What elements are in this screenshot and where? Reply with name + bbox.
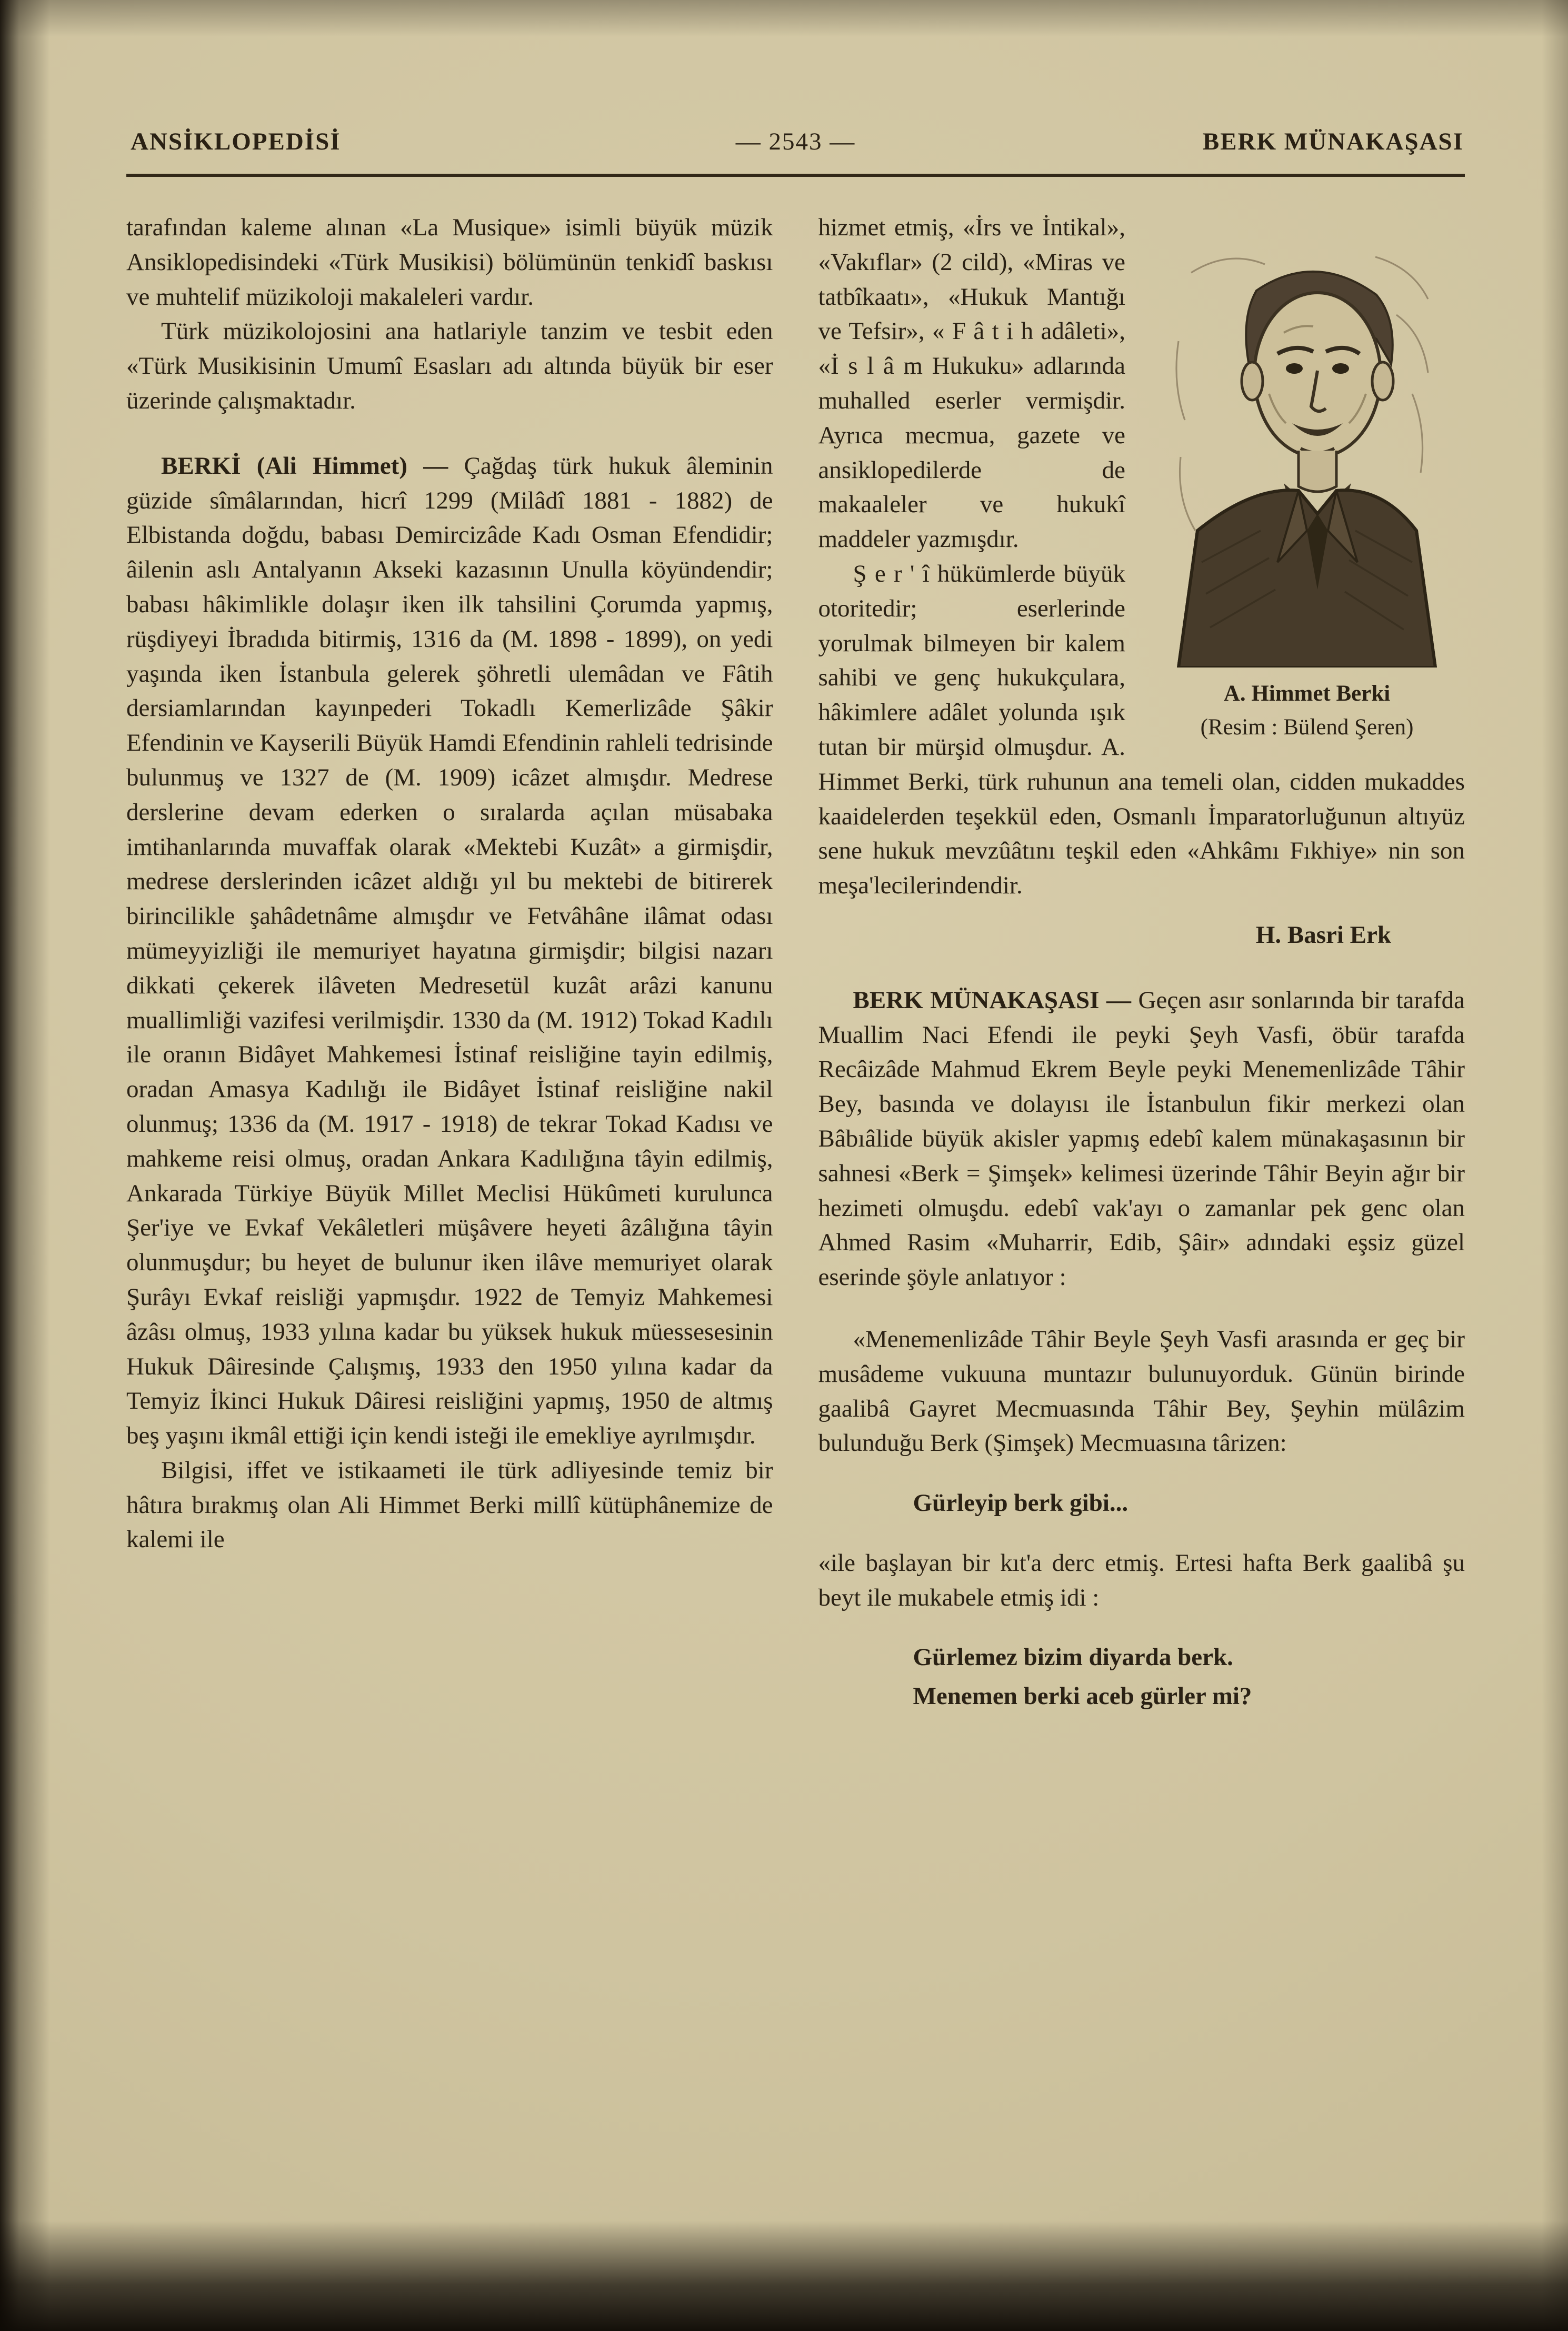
paragraph-quote: «Menemenlizâde Tâhir Beyle Şeyh Vasfi arasında er geç bir musâdeme vukuuna muntazır bulunuyorduk. Günün birinde gaalibâ Gayret Mecmuasında Tâhir Bey, Şeyhin mülâzim bulunduğu Berk (Şimşek) Mecmuasına târizen: — [818, 1325, 1465, 1457]
entry-body: Geçen asır sonlarında bir tarafda Muallim Naci Efendi ile peyki Şeyh Vasfi, öbür tarafda Recâizâde Mahmud Ekrem Beyle peyki Menemenlizâde Tâhir Bey, basında ve dolayısı ile İstanbulun fikir merkezi olan Bâbıâlide büyük akisler yapmış edebî kalem münakaşasının bir sahnesi «Berk = Şimşek» kelimesi üzerinde Tâhir Beyin ağır bir hezimeti olmuşdu. edebî vak'ayı o zamanlar pek genc olan Ahmed Rasim «Muharrir, Edib, Şâir» adındaki eşsiz güzel eserinde şöyle anlatıyor : — [818, 986, 1465, 1291]
running-header — [126, 127, 1465, 165]
paragraph-continuation: tarafından kaleme alınan «La Musique» isimli büyük müzik Ansiklopedisindeki «Türk Musikisi) bölümünün tenkidî baskısı ve muhtelif müzikoloji makaleleri vardır. — [126, 214, 773, 311]
left-column — [126, 211, 773, 1714]
paragraph-authority: Ş e r ' î hükümlerde büyük otoritedir; eserlerinde yorulmak bilmeyen bir kalem sahibi ve genç hukukçulara, hâkimlere adâlet yolunda ışık tutan bir mürşid olmuşdur. A. Himmet Berki, türk ruhunun ana temeli olan, cidden mukaddes kaaidelerden teşekkül eden, Osmanlı İmparatorluğunun altıyüz sene hukuk mevzûâtını teşkil eden «Ahkâmı Fıkhiye» nin son meşa'lecilerindendir. — [818, 560, 1465, 900]
verse-line-1: Gürleyip berk gibi... — [913, 1489, 1128, 1517]
portrait-caption-credit: (Resim : Bülend Şeren) — [1200, 714, 1414, 740]
verse-line-2: Gürlemez bizim diyarda berk. — [913, 1643, 1233, 1671]
entry-title: BERK MÜNAKAŞASI — — [853, 986, 1131, 1014]
two-column-layout — [126, 211, 1465, 1714]
running-title-right: BERK MÜNAKAŞASI — [1202, 128, 1464, 155]
portrait-caption — [1149, 679, 1465, 742]
portrait-figure — [1149, 215, 1465, 742]
scan-shadow-bottom — [0, 2220, 1568, 2331]
entry-berk-munakasasi — [818, 983, 1465, 1295]
portrait-caption-name: A. Himmet Berki — [1223, 681, 1391, 706]
verse-line-3: Menemen berki aceb gürler mi? — [913, 1682, 1252, 1710]
paragraph-closing: Bilgisi, iffet ve istikaameti ile türk adliyesinde temiz bir hâtıra bırakmış olan Ali Himmet Berki millî kütüphânemize de kalemi ile — [126, 1456, 773, 1553]
page-content — [126, 127, 1465, 1714]
scan-shadow-left — [0, 0, 50, 2331]
entry-body: Çağdaş türk hukuk âleminin güzide sîmâlarından, hicrî 1299 (Milâdî 1881 - 1882) de Elbistanda doğdu, babası Demircizâde Kadı Osman Efendidir; âilenin aslı Antalyanın Akseki kazasının Unulla köyündendir; babası hâkimlikle dolaşır iken ilk tahsilini Çorumda yapmış, rüşdiyeyi İbradıda bitirmiş, 1316 da (M. 1898 - 1899), on yedi yaşında iken İstanbula gelerek şöhretli ulemâdan ve Fâtih dersiamlarından kayınpederi Tokadlı Kemerlizâde Şâkir Efendinin ve Kayserili Büyük Hamdi Efendinin rahleli tedrisinde bulunmuş ve 1327 de (M. 1909) icâzet almışdır. Medrese derslerine devam ederken o sıralarda açılan müsabaka imtihanlarında muvaffak olarak «Mektebi Kuzât» a girmişdir, medrese derslerinden icâzet aldığı yıl bu mektebi de bitirerek birincilikle şahâdetnâme almışdır ve Fetvâhâne ilâmat odası mümeyyizliği ile memuriyet hayatına girmişdir; bilgisi nazarı dikkati çekerek ilâveten Medresetül kuzât arâzi kanunu muallimliği vazifesi verilmişdir. 1330 da (M. 1912) Tokad Kadılı ile oranın Bidâyet Mahkemesi İstinaf reisliğine tayin edilmiş, oradan Amasya Kadılığı ile Bidâyet İstinaf reisliğine nakil olunmuş; 1336 da (M. 1917 - 1918) de tekrar Tokad Kadısı ve mahkeme reisi olmuş, oradan Ankara Kadılığına tâyin edilmiş, Ankarada Türkiye Büyük Millet Meclisi Hükûmeti kurulunca Şer'iye ve Evkaf Vekâletleri müşâvere heyeti âzâlığına tâyin olunmuşdur; bu heyet de bulunur iken ilâve memuriyet olarak Şurâyı Evkaf reisliği yapmışdır. 1922 de Temyiz Mahkemesi âzâsı olmuş, 1933 yılına kadar bu yüksek hukuk müessesesinin Hukuk Dâiresinde Çalışmış, 1933 den 1950 yılına kadar da Temyiz İkinci Hukuk Dâiresi reisliğini yapmış, 1950 de altmış beş yaşını ikmâl ettiği için kendi isteği ile emekliye ayrılmışdır. — [126, 452, 773, 1450]
paragraph-works: hizmet etmiş, «İrs ve İntikal», «Vakıflar» (2 cild), «Miras ve tatbîkaatı», «Hukuk Mantığı ve Tefsir», « F â t i h adâleti», «İ s l â m Hukuku» adlarında muhalled eserler vermişdir. Ayrıca mecmua, gazete ve ansiklopedilerde de makaaleler ve hukukî maddeler yazmışdır. — [818, 214, 1125, 553]
paragraph-musicology: Türk müzikolojosini ana hatlariyle tanzim ve tesbit eden «Türk Musikisinin Umumî Esasları adı altında büyük bir eser üzerinde çalışmaktadır. — [126, 317, 773, 414]
scan-shadow-right — [1542, 0, 1568, 2331]
paragraph-after-verse: «ile başlayan bir kıt'a derc etmiş. Ertesi hafta Berk gaalibâ şu beyt ile mukabele etmiş idi : — [818, 1549, 1465, 1611]
running-title-left: ANSİKLOPEDİSİ — [131, 128, 341, 155]
portrait-image — [1160, 215, 1454, 668]
entry-berki-ali-himmet — [126, 449, 773, 1453]
header-rule — [126, 174, 1465, 177]
page-number: — 2543 — — [735, 128, 856, 155]
entry-title: BERKİ (Ali Himmet) — — [161, 452, 448, 480]
scan-shadow-top — [0, 0, 1568, 37]
right-column — [818, 211, 1465, 1714]
author-signature: H. Basri Erk — [1255, 921, 1391, 949]
